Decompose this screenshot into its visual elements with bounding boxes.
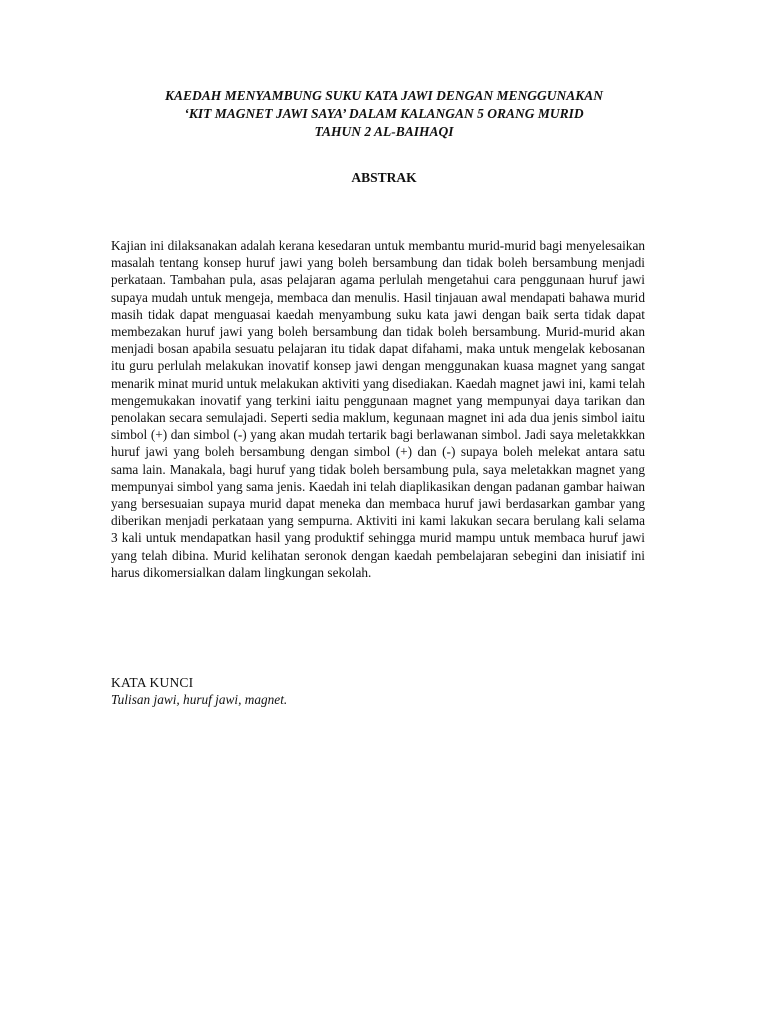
abstract-heading: ABSTRAK <box>351 170 417 185</box>
title-line-1: KAEDAH MENYAMBUNG SUKU KATA JAWI DENGAN MENGGUNAKAN <box>164 88 604 103</box>
abstract-body: Kajian ini dilaksanakan adalah kerana kesedaran untuk membantu murid-murid bagi menyelesaikan masalah tentang konsep huruf jawi yang boleh bersambung dan tidak boleh bersambung menjadi perkataan. Tambahan pula, asas pelajaran agama perlulah mengetahui cara penggunaan huruf jawi supaya mudah untuk mengeja, membaca dan menulis. Hasil tinjauan awal mendapati bahawa murid masih tidak dapat menguasai kaedah menyambung suku kata jawi dengan baik serta tidak dapat membezakan huruf jawi yang boleh bersambung dan tidak boleh bersambung. Murid-murid akan menjadi bosan apabila sesuatu pelajaran itu tidak dapat difahami, maka untuk mengelak kebosanan itu guru perlulah melakukan inovatif konsep jawi dengan menggunakan kuasa magnet yang sangat menarik minat murid untuk melakukan aktiviti yang disediakan. Kaedah magnet jawi ini, kami telah mengemukakan inovatif yang terkini iaitu penggunaan magnet yang mempunyai daya tarikan dan penolakan secara semulajadi. Seperti sedia maklum, kegunaan magnet ini ada dua jenis simbol iaitu simbol (+) dan simbol (-) yang akan mudah tertarik bagi berlawanan simbol. Jadi saya meletakkkan huruf jawi yang boleh bersambung dengan simbol (+) dan (-) supaya boleh melekat antara satu sama lain. Manakala, bagi huruf yang tidak boleh bersambung pula, saya meletakkan magnet yang mempunyai simbol yang sama jenis. Kaedah ini telah diaplikasikan dengan padanan gambar haiwan yang bersesuaian supaya murid dapat meneka dan membaca huruf jawi berdasarkan gambar yang diberikan menjadi perkataan yang sempurna. Aktiviti ini kami lakukan secara berulang kali selama 3 kali untuk mendapatkan hasil yang produktif sehingga murid mampu untuk membaca huruf jawi yang telah dibina. Murid kelihatan seronok dengan kaedah pembelajaran sebegini dan inisiatif ini harus dikomersialkan dalam lingkungan sekolah. <box>111 238 645 580</box>
title-line-2: ‘KIT MAGNET JAWI SAYA’ DALAM KALANGAN 5 ORANG MURID <box>184 106 584 121</box>
document-title <box>100 87 668 141</box>
keywords-heading: KATA KUNCI <box>111 675 194 690</box>
title-line-3: TAHUN 2 AL-BAIHAQI <box>314 124 454 139</box>
keywords-text: Tulisan jawi, huruf jawi, magnet. <box>111 692 288 707</box>
